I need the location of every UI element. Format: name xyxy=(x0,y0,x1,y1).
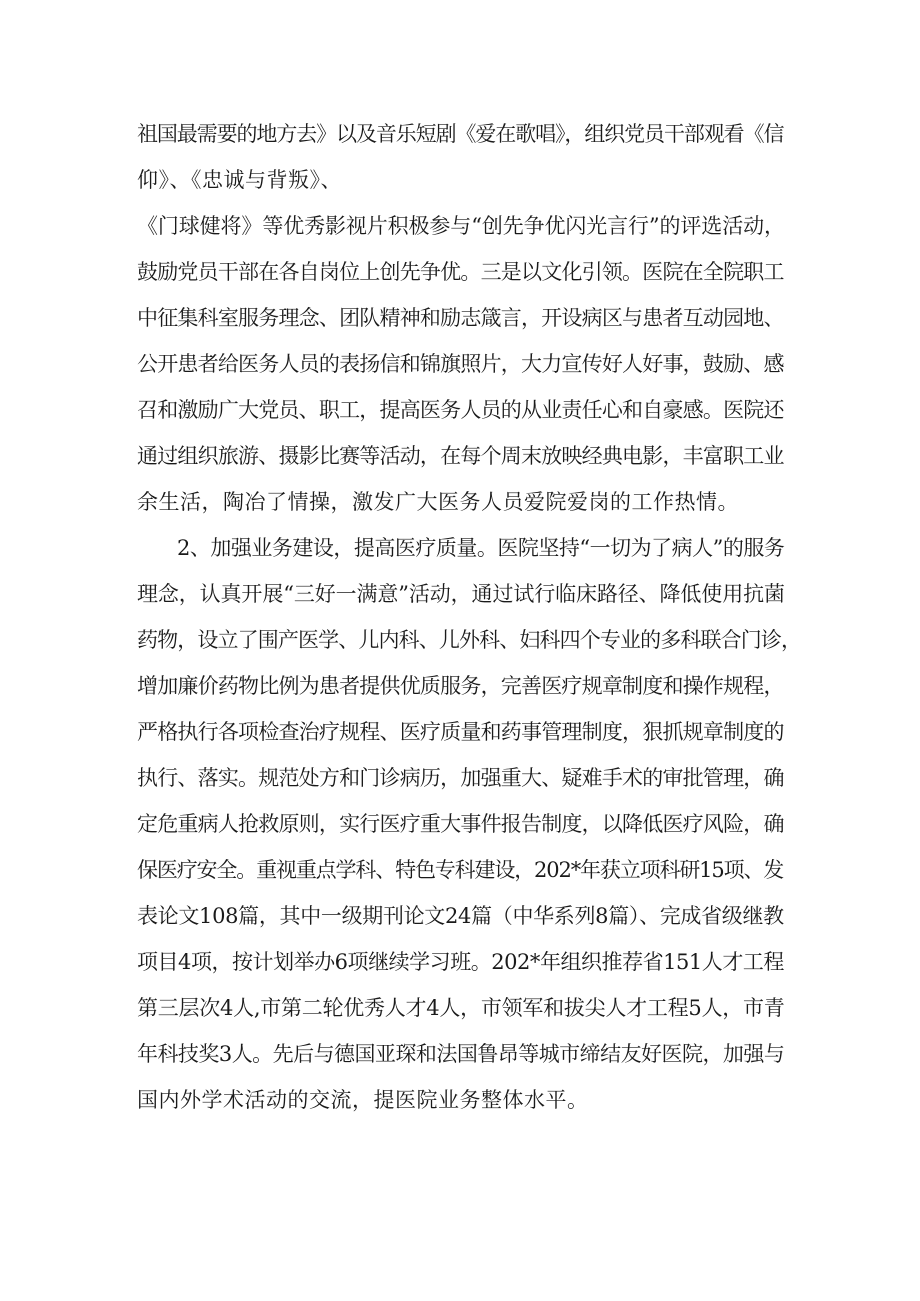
text-line: 仰》、《忠诚与背叛》、 xyxy=(137,168,342,192)
text-line: 中征集科室服务理念、团队精神和励志箴言，开设病区与患者互动园地、 xyxy=(137,306,784,330)
text-line: 定危重病人抢救原则，实行医疗重大事件报告制度，以降低医疗风险，确 xyxy=(137,812,784,836)
text-line: 药物，设立了围产医学、儿内科、儿外科、妇科四个专业的多科联合门诊， xyxy=(137,628,802,652)
text-line: 祖国最需要的地方去》以及音乐短剧《爱在歌唱》，组织党员干部观看《信 xyxy=(137,122,784,146)
text-line: 余生活，陶冶了情操，激发广大医务人员爱院爱岗的工作热情。 xyxy=(137,490,739,514)
text-line: 表论文108篇，其中一级期刊论文24篇（中华系列8篇）、完成省级继教 xyxy=(137,904,784,928)
text-line: 增加廉价药物比例为患者提供优质服务，完善医疗规章制度和操作规程， xyxy=(137,674,784,698)
paragraph-2-first-line: 2、加强业务建设，提高医疗质量。医院坚持“一切为了病人”的服务 xyxy=(177,536,785,560)
text-line: 年科技奖3人。先后与德国亚琛和法国鲁昂等城市缔结友好医院，加强与 xyxy=(137,1042,785,1066)
text-line: 通过组织旅游、摄影比赛等活动，在每个周末放映经典电影，丰富职工业 xyxy=(137,444,784,468)
text-line: 执行、落实。规范处方和门诊病历，加强重大、疑难手术的审批管理，确 xyxy=(137,766,784,790)
text-line: 保医疗安全。重视重点学科、特色专科建设，202*年获立项科研15项、发 xyxy=(137,858,784,882)
text-line: 《门球健将》等优秀影视片积极参与“创先争优闪光言行”的评选活动， xyxy=(137,214,785,238)
text-line: 严格执行各项检查治疗规程、医疗质量和药事管理制度，狠抓规章制度的 xyxy=(137,720,784,744)
text-line: 理念，认真开展“三好一满意”活动，通过试行临床路径、降低使用抗菌 xyxy=(137,582,785,606)
text-line: 第三层次4人,市第二轮优秀人才4人，市领军和拔尖人才工程5人，市青 xyxy=(137,996,785,1020)
text-line: 国内外学术活动的交流，提医院业务整体水平。 xyxy=(137,1088,589,1112)
text-line: 召和激励广大党员、职工，提高医务人员的从业责任心和自豪感。医院还 xyxy=(137,398,784,422)
text-line: 项目4项，按计划举办6项继续学习班。202*年组织推荐省151人才工程 xyxy=(137,950,784,974)
text-line: 公开患者给医务人员的表扬信和锦旗照片，大力宣传好人好事，鼓励、感 xyxy=(137,352,784,376)
text-line: 鼓励党员干部在各自岗位上创先争优。三是以文化引领。医院在全院职工 xyxy=(137,260,784,284)
